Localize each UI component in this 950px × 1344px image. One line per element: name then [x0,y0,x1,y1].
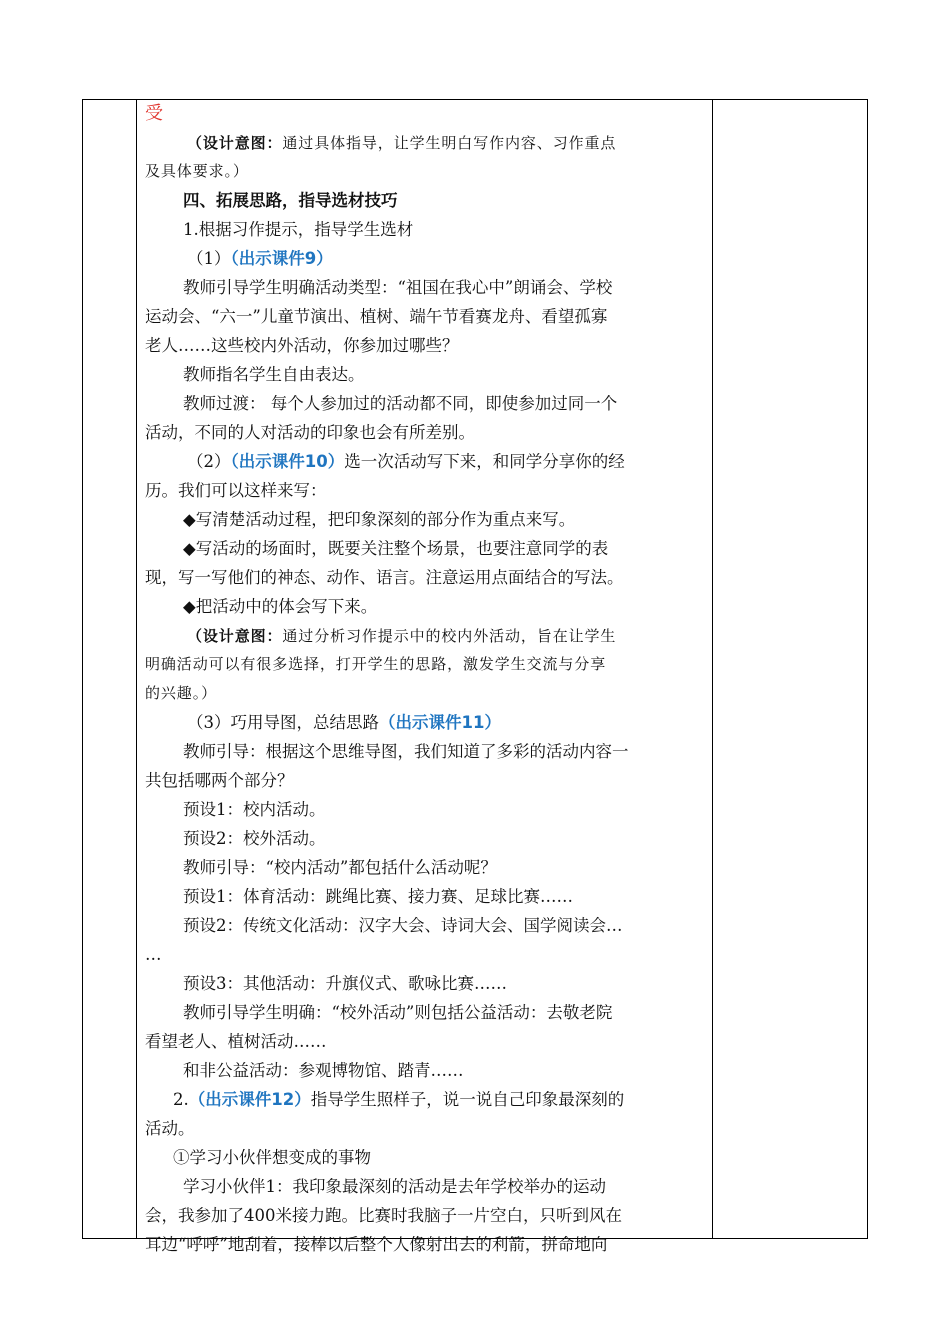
text-line: 会，我参加了400米接力跑。比赛时我脑子一片空白，只听到风在 [145,1206,622,1225]
section-heading: 四、拓展思路，指导选材技巧 [183,191,398,210]
text-line: 受 [145,103,163,124]
text-line: 现，写一写他们的神态、动作、语言。注意运用点面结合的写法。 [145,568,624,587]
column-divider-2 [712,100,713,1238]
design-intent-line: （设计意图：通过具体指导，让学生明白写作内容、习作重点 [187,134,617,152]
text-line: 教师引导：“校内活动”都包括什么活动呢？ [183,858,497,877]
text-line: （3）巧用导图，总结思路（出示课件11） [187,713,501,732]
text-line: 预设1：校内活动。 [183,800,326,819]
text-line: 共包括哪两个部分？ [145,771,294,790]
text-line: 教师引导学生明确活动类型：“祖国在我心中”朗诵会、学校 [183,278,613,297]
text-line: 活动。 [145,1119,195,1138]
text-line: … [145,945,162,964]
text-line: ①学习小伙伴想变成的事物 [173,1148,371,1167]
text-line: 教师引导：根据这个思维导图，我们知道了多彩的活动内容一 [183,742,629,761]
text-line: 1.根据习作提示，指导学生选材 [183,220,414,239]
design-intent-line: （设计意图：通过分析习作提示中的校内外活动，旨在让学生 [187,627,617,645]
text-line: 和非公益活动：参观博物馆、踏青…… [183,1061,464,1080]
text-line: （2）（出示课件10）选一次活动写下来，和同学分享你的经 [187,452,625,471]
text-line: 看望老人、植树活动…… [145,1032,327,1051]
text-line: 预设3：其他活动：升旗仪式、歌咏比赛…… [183,974,507,993]
text-line: 教师过渡： 每个人参加过的活动都不同，即使参加过同一个 [183,394,618,413]
text-line: 的兴趣。） [145,684,218,702]
text-line: 教师引导学生明确：“校外活动”则包括公益活动：去敬老院 [183,1003,613,1022]
text-line: 耳边“呼呼”地刮着，接棒以后整个人像射出去的利箭，拼命地向 [145,1235,608,1254]
bullet-line: ◆写活动的场面时，既要关注整个场景，也要注意同学的表 [183,539,609,558]
text-line: 运动会、“六一”儿童节演出、植树、端午节看赛龙舟、看望孤寡 [145,307,608,326]
column-divider-1 [136,100,137,1238]
text-line: 预设2：传统文化活动：汉字大会、诗词大会、国学阅读会… [183,916,623,935]
text-line: 活动，不同的人对活动的印象也会有所差别。 [145,423,475,442]
lesson-content [145,99,707,1259]
text-line: 老人……这些校内外活动，你参加过哪些？ [145,336,459,355]
text-line: 预设2：校外活动。 [183,829,326,848]
text-line: 学习小伙伴1：我印象最深刻的活动是去年学校举办的运动 [183,1177,606,1196]
bullet-line: ◆把活动中的体会写下来。 [183,597,378,616]
text-line: 预设1：体育活动：跳绳比赛、接力赛、足球比赛…… [183,887,573,906]
text-line: （1）（出示课件9） [187,249,333,268]
bullet-line: ◆写清楚活动过程，把印象深刻的部分作为重点来写。 [183,510,576,529]
text-line: 2.（出示课件12）指导学生照样子，说一说自己印象最深刻的 [173,1090,625,1109]
text-line: 及具体要求。） [145,162,249,180]
text-line: 明确活动可以有很多选择，打开学生的思路，激发学生交流与分享 [145,655,607,673]
text-line: 教师指名学生自由表达。 [183,365,365,384]
text-line: 历。我们可以这样来写： [145,481,327,500]
